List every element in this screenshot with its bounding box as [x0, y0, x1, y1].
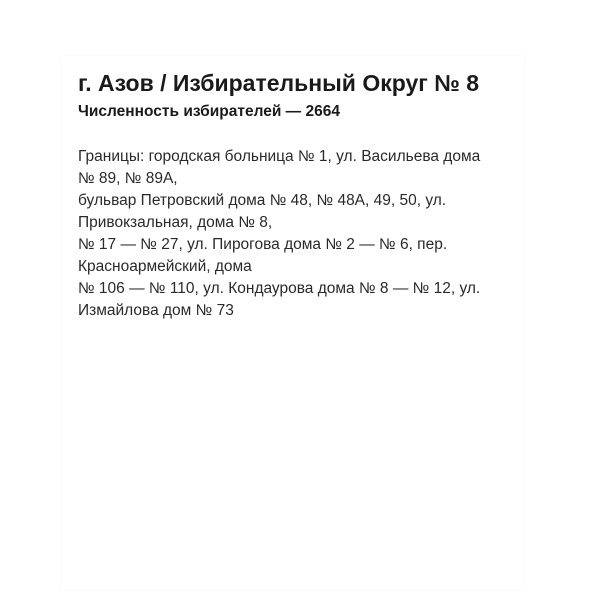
- borders-line: Измайлова дом № 73: [78, 302, 234, 319]
- borders-line: № 17 — № 27, ул. Пирогова дома № 2 — № 6, пер.: [78, 236, 448, 253]
- borders-line: № 106 — № 110, ул. Кондаурова дома № 8 — № 12, ул.: [78, 280, 481, 297]
- borders-line: № 89, № 89А,: [78, 170, 178, 187]
- borders-line: Красноармейский, дома: [78, 258, 252, 275]
- district-title: г. Азов / Избирательный Округ № 8: [78, 70, 480, 96]
- borders-line: Привокзальная, дома № 8,: [78, 214, 273, 231]
- district-card: [62, 56, 524, 590]
- borders-line: бульвар Петровский дома № 48, № 48А, 49, 50, ул.: [78, 192, 447, 209]
- borders-line: Границы: городская больница № 1, ул. Васильева дома: [78, 148, 481, 165]
- voter-count: Численность избирателей — 2664: [78, 103, 340, 120]
- district-borders: [78, 146, 518, 322]
